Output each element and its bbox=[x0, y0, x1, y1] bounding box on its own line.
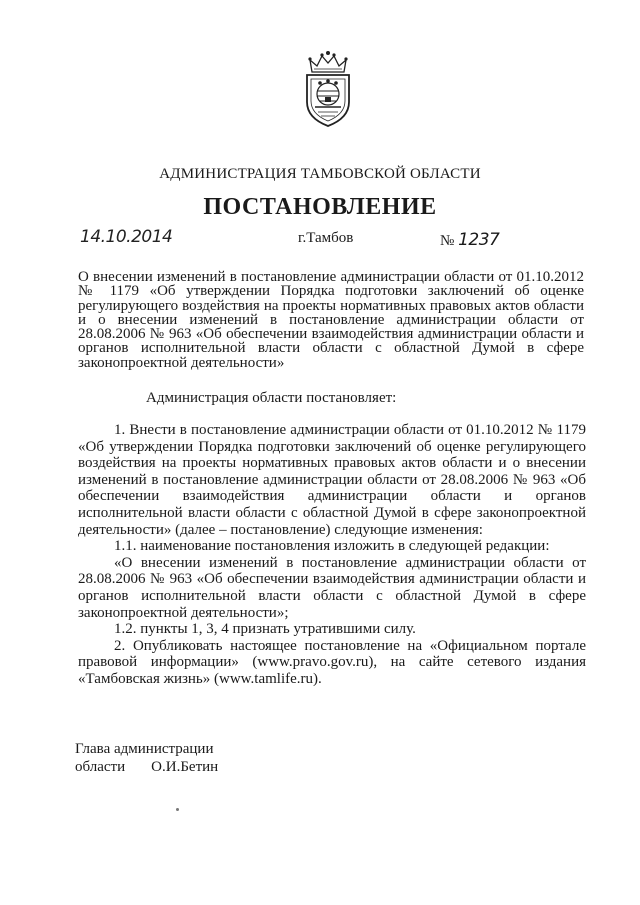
paragraph-1-1: 1.1. наименование постановления изложить в следующей редакции: bbox=[114, 538, 550, 555]
scan-speck bbox=[176, 808, 179, 811]
document-number bbox=[440, 230, 499, 250]
signatory-title-line2: области bbox=[75, 759, 126, 775]
number-label: № bbox=[440, 233, 455, 249]
signatory-title-line1: Глава администрации bbox=[75, 741, 214, 757]
paragraph-1: 1. Внести в постановление администрации области от 01.10.2012 № 1179 «Об утверждении Порядка подготовки заключений об оценке регулирующего воздействия на проекты нормативных правовых актов области и о внесении изменений в постановление администрации области от 28.08.2006 № 963 «Об обеспечении взаимодействия администрации области и органов исполнительной власти области с областной Думой в сфере законопроектной деятельности» (далее – постановление) следующие изменения: bbox=[78, 422, 586, 538]
preamble: Администрация области постановляет: bbox=[146, 390, 397, 406]
document-body bbox=[78, 422, 586, 688]
coat-of-arms-icon bbox=[298, 50, 358, 128]
signature-block bbox=[75, 740, 218, 776]
paragraph-1-2: 1.2. пункты 1, 3, 4 признать утратившими силу. bbox=[114, 621, 416, 638]
paragraph-quote: «О внесении изменений в постановление администрации области от 28.08.2006 № 963 «Об обеспечении взаимодействия администрации области и органов исполнительной власти области с областной Думой в сфере законопроектной деятельности»; bbox=[78, 554, 586, 621]
document-subject: О внесении изменений в постановление администрации области от 01.10.2012 № 1179 «Об утверждении Порядка подготовки заключений об оценке регулирующего воздействия на проекты нормативных правовых актов области и о внесении изменений в постановление администрации области от 28.08.2006 № 963 «Об обеспечении взаимодействия администрации области и органов исполнительной власти области с областной Думой в сфере законопроектной деятельности» bbox=[78, 269, 584, 371]
paragraph-2: 2. Опубликовать настоящее постановление на «Официальном портале правовой информации» (www.pravo.gov.ru), на сайте сетевого издания «Тамбовская жизнь» (www.tamlife.ru). bbox=[78, 637, 586, 687]
document-type-title: ПОСТАНОВЛЕНИЕ bbox=[203, 194, 437, 220]
issuing-authority: АДМИНИСТРАЦИЯ ТАМБОВСКОЙ ОБЛАСТИ bbox=[159, 166, 481, 182]
signatory-name: О.И.Бетин bbox=[151, 759, 219, 775]
number-value: 1237 bbox=[458, 230, 500, 250]
document-date: 14.10.2014 bbox=[80, 227, 173, 247]
document-city: г.Тамбов bbox=[298, 230, 354, 246]
